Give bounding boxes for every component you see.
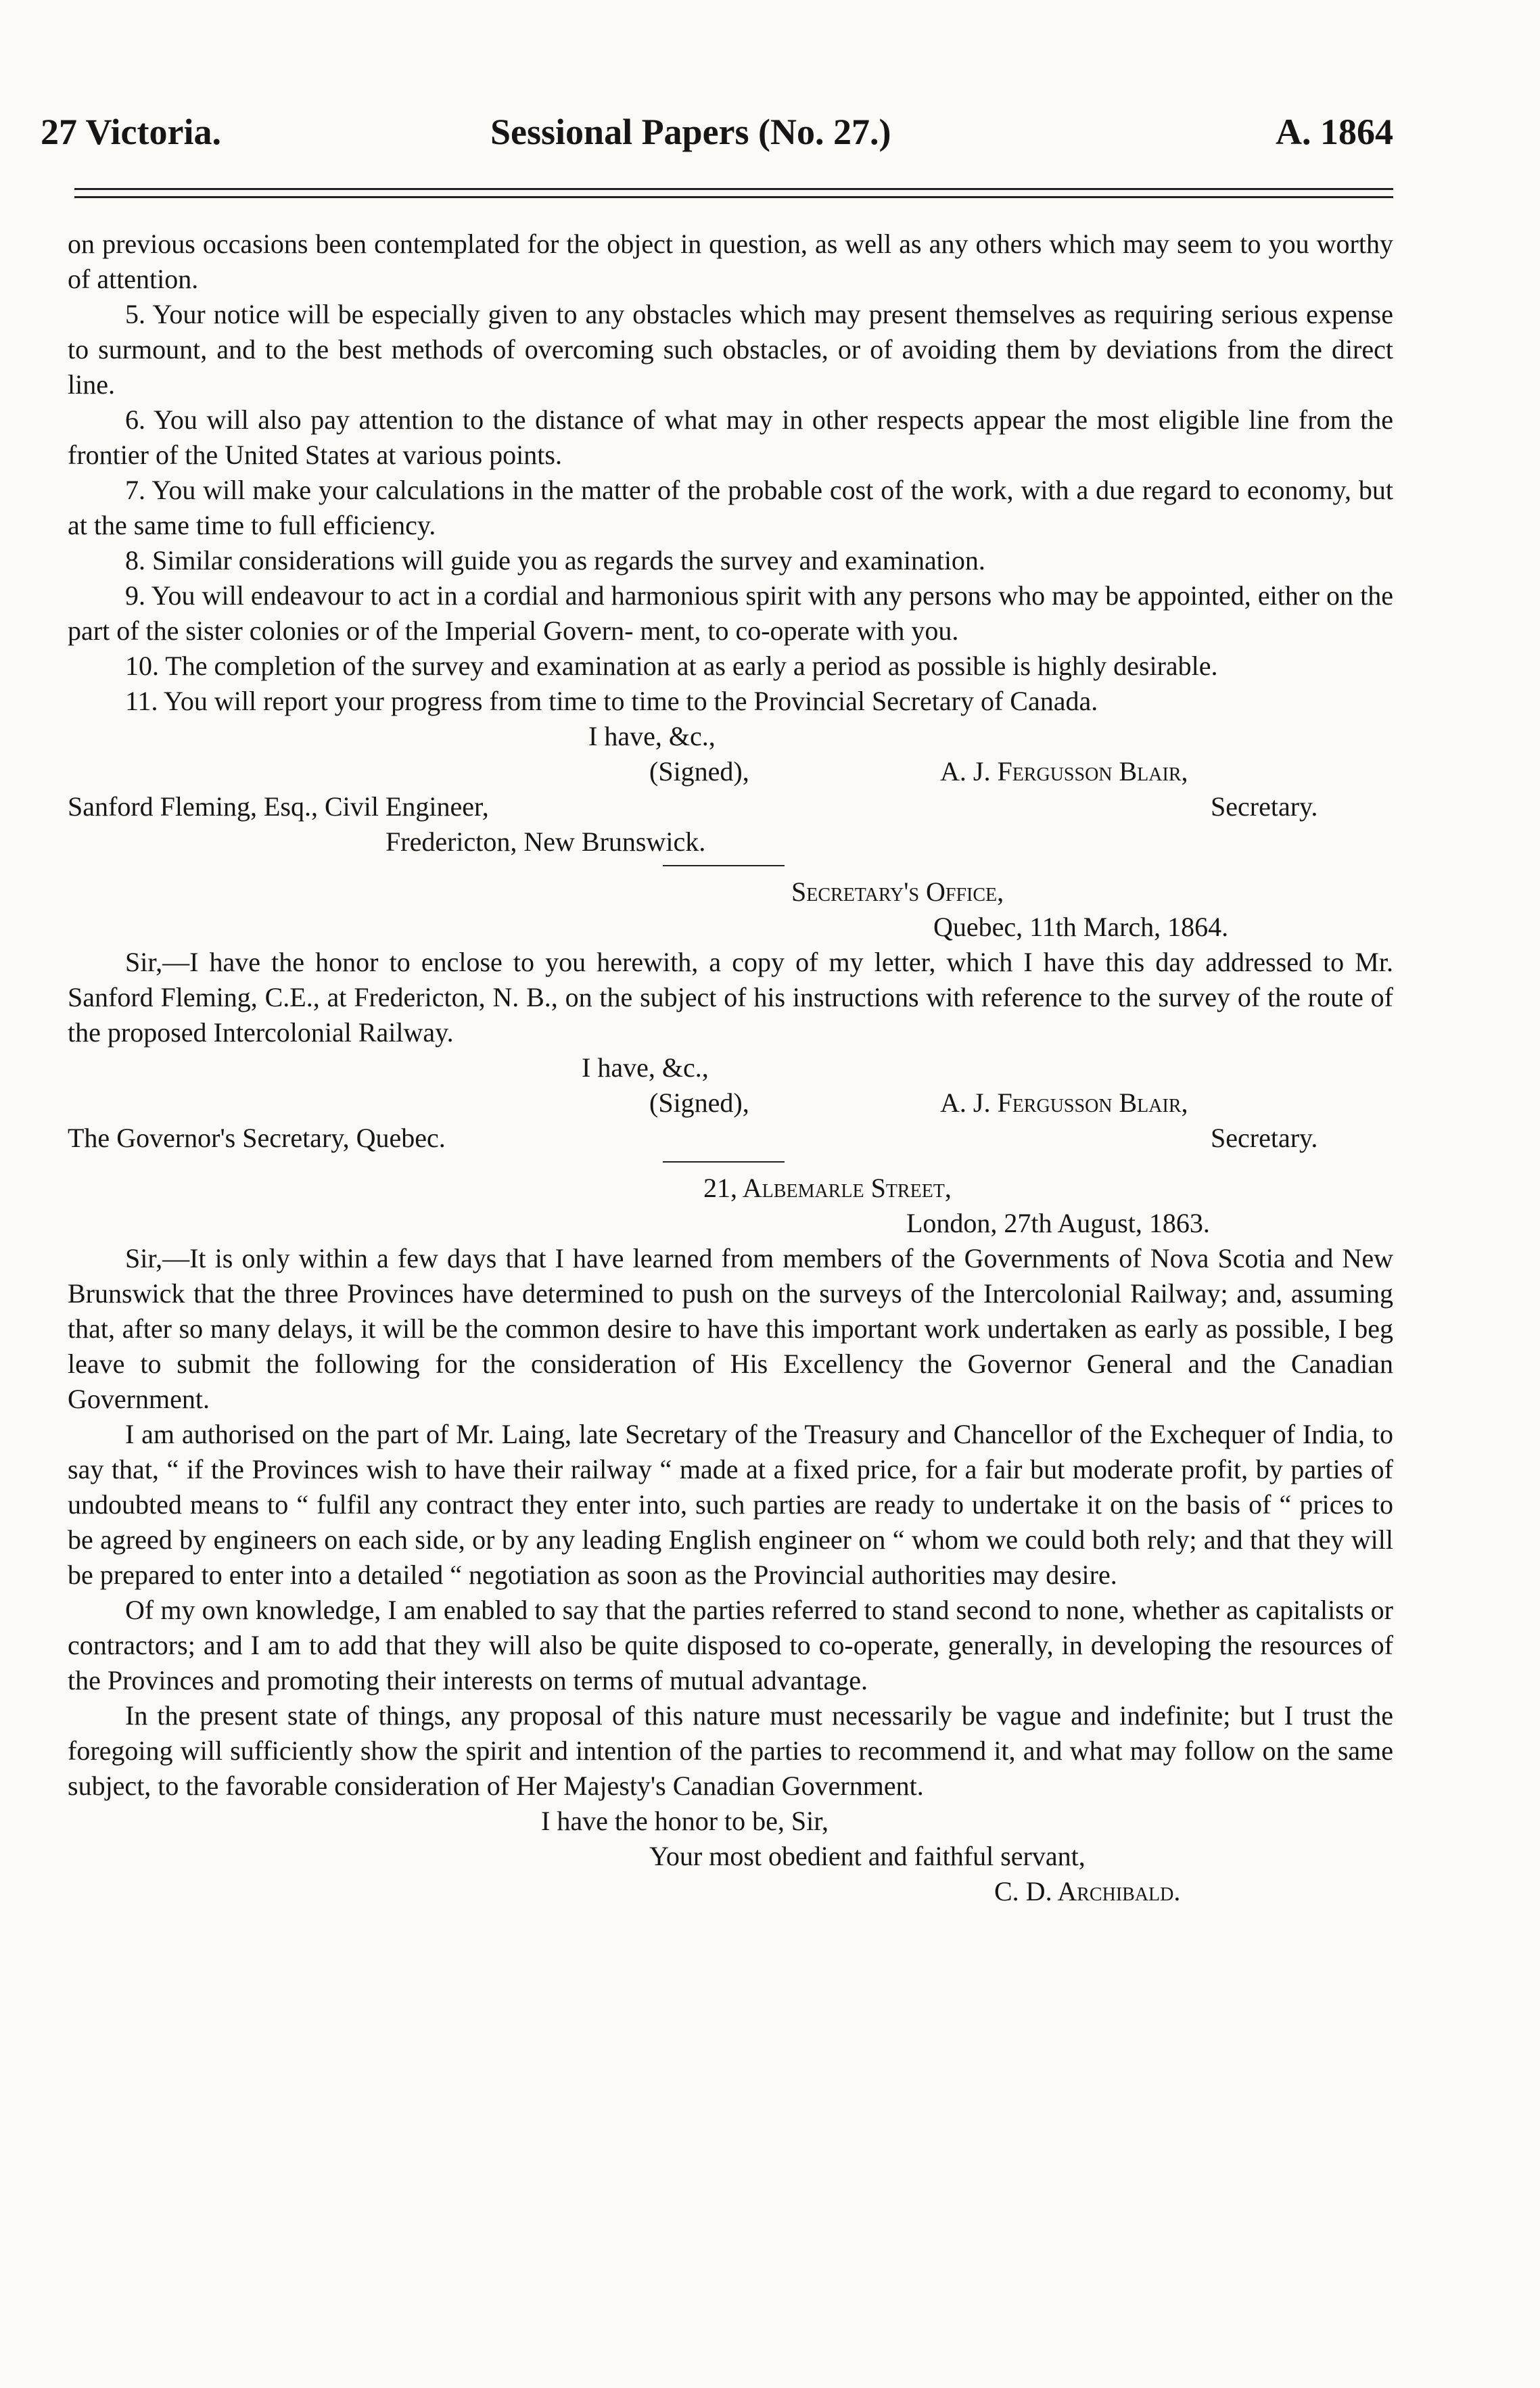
- separator-wrap: [68, 1156, 1393, 1171]
- letter-heading: [68, 1171, 1393, 1241]
- closing-line: I have, &c.,: [588, 721, 716, 751]
- address-line: 21, Albemarle Street,: [703, 1173, 952, 1203]
- paragraph: 9. You will endeavour to act in a cordial and harmonious spirit with any persons who may be appointed, either on the part of the sister colonies or of the Imperial Govern- ment, to co-operate with you.: [68, 580, 1393, 646]
- signer-name: C. D. Archibald.: [994, 1876, 1181, 1906]
- section-separator: [663, 1161, 785, 1163]
- closing-line: I have, &c.,: [582, 1052, 709, 1083]
- signature-block: [68, 1050, 1393, 1156]
- signature-block: [68, 719, 1393, 860]
- header-year: A. 1864: [1276, 112, 1393, 152]
- date-line: Quebec, 11th March, 1864.: [933, 912, 1229, 942]
- paragraph: 11. You will report your progress from time to time to the Provincial Secretary of Canada.: [125, 686, 1098, 716]
- header-title: Sessional Papers (No. 27.): [490, 112, 891, 152]
- addressee: Sanford Fleming, Esq., Civil Engineer,: [68, 791, 489, 822]
- office-line: Secretary's Office,: [791, 876, 1004, 907]
- signer-title: Secretary.: [1211, 1123, 1318, 1153]
- date-line: London, 27th August, 1863.: [906, 1208, 1210, 1238]
- header-rule-bottom: [74, 196, 1393, 198]
- letter-heading: [68, 874, 1393, 945]
- closing-line: Your most obedient and faithful servant,: [649, 1841, 1086, 1871]
- closing-block: [68, 1804, 1393, 1919]
- paragraph: 7. You will make your calculations in the matter of the probable cost of the work, with a due regard to economy, but at the same time to full efficiency.: [68, 475, 1393, 540]
- paragraph: 6. You will also pay attention to the distance of what may in other respects appear the most eligible line from the frontier of the United States at various points.: [68, 404, 1393, 470]
- signed-mark: (Signed),: [649, 756, 749, 787]
- header-rule-top: [74, 188, 1393, 190]
- paragraph: In the present state of things, any proposal of this nature must necessarily be vague and indefinite; but I trust the foregoing will sufficiently show the spirit and intention of the parties to recommend it, and what may follow on the same subject, to the favorable consideration of Her Majesty's Canadian Government.: [68, 1700, 1393, 1801]
- page-header: [41, 105, 1393, 159]
- addressee: The Governor's Secretary, Quebec.: [68, 1123, 446, 1153]
- signed-mark: (Signed),: [649, 1087, 749, 1118]
- document-body: [68, 227, 1393, 1919]
- signer-name: A. J. Fergusson Blair,: [940, 1087, 1188, 1118]
- section-separator: [663, 865, 785, 866]
- header-volume: 27 Victoria.: [41, 112, 221, 152]
- closing-line: I have the honor to be, Sir,: [541, 1806, 829, 1836]
- paragraph: on previous occasions been contemplated for the object in question, as well as any others which may seem to you worthy of attention.: [68, 229, 1393, 294]
- signer-title: Secretary.: [1211, 791, 1318, 822]
- paragraph: I am authorised on the part of Mr. Laing, late Secretary of the Treasury and Chancellor of the Exchequer of India, to say that, “ if the Provinces wish to have their railway “ made at a fixed price, for a fair but moderate profit, by parties of undoubted means to “ fulfil any contract they enter into, such parties are ready to undertake it on the basis of “ prices to be agreed by engineers on each side, or by any leading English engineer on “ whom we could both rely; and that they will be prepared to enter into a detailed “ negotiation as soon as the Provincial authorities may desire.: [68, 1419, 1393, 1590]
- signer-name: A. J. Fergusson Blair,: [940, 756, 1188, 787]
- paragraph: Sir,—I have the honor to enclose to you herewith, a copy of my letter, which I have this day addressed to Mr. Sanford Fleming, C.E., at Fredericton, N. B., on the subject of his instructions with reference to the survey of the route of the proposed Intercolonial Railway.: [68, 947, 1393, 1048]
- paragraph: Of my own knowledge, I am enabled to say that the parties referred to stand second to none, whether as capitalists or contractors; and I am to add that they will also be quite disposed to co-operate, generally, in developing the resources of the Provinces and promoting their interests on terms of mutual advantage.: [68, 1595, 1393, 1695]
- paragraph: 5. Your notice will be especially given to any obstacles which may present themselves as requiring serious expense to surmount, and to the best methods of overcoming such obstacles, or of avoiding them by deviations from the direct line.: [68, 299, 1393, 400]
- addressee-location: Fredericton, New Brunswick.: [386, 826, 706, 857]
- paragraph: Sir,—It is only within a few days that I have learned from members of the Governments of Nova Scotia and New Brunswick that the three Provinces have determined to push on the surveys of the Intercolonial Railway; and, assuming that, after so many delays, it will be the common desire to have this important work undertaken as early as possible, I beg leave to submit the following for the consideration of His Excellency the Governor General and the Canadian Government.: [68, 1243, 1393, 1414]
- paragraph: 10. The completion of the survey and examination at as early a period as possible is highly desirable.: [125, 651, 1218, 681]
- paragraph: 8. Similar considerations will guide you as regards the survey and examination.: [125, 545, 985, 576]
- separator-wrap: [68, 860, 1393, 874]
